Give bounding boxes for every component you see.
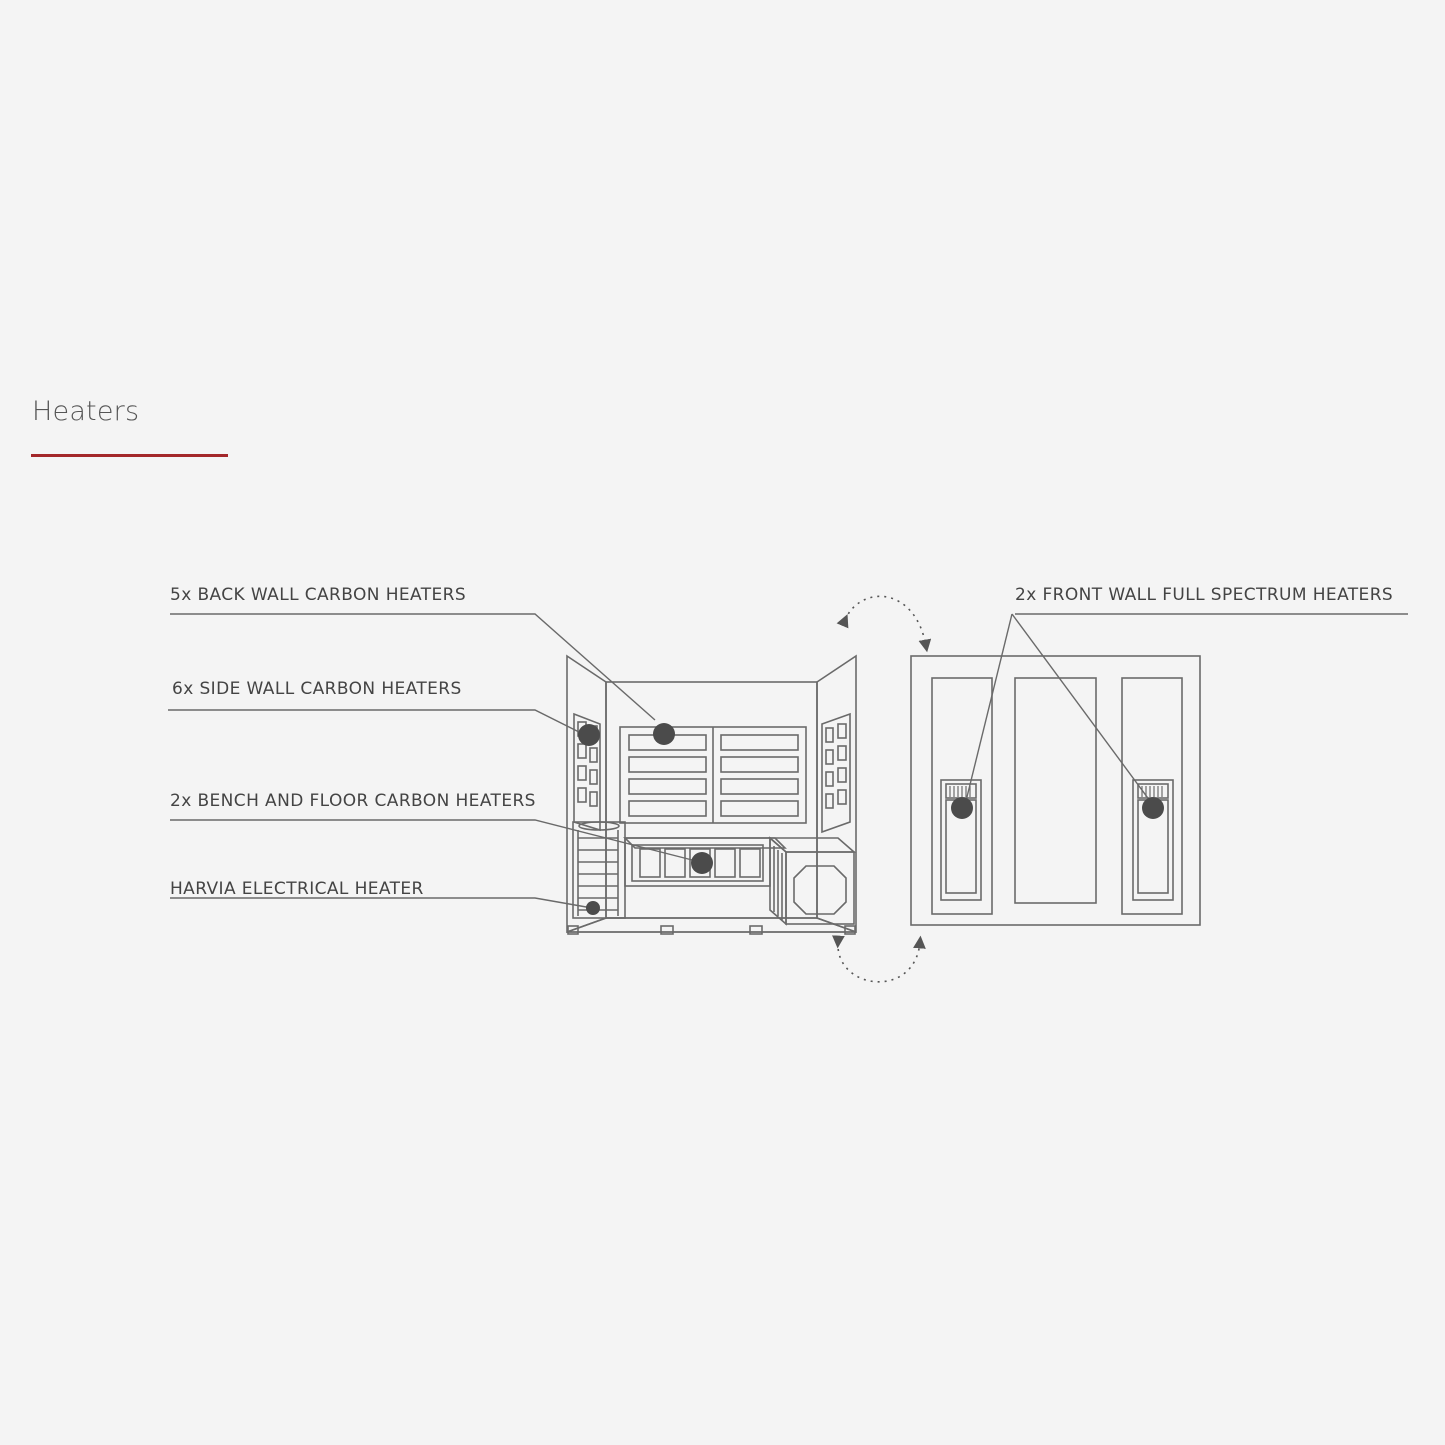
bench-top [625,838,785,848]
rotate-arrow-bottom [838,942,920,982]
marker-bench-floor [691,852,713,874]
marker-side-wall [578,724,600,746]
marker-front-left [951,797,973,819]
label-front-wall-heaters: 2x FRONT WALL FULL SPECTRUM HEATERS [1015,585,1394,605]
marker-back-wall [653,723,675,745]
section-title: Heaters [32,396,140,427]
label-bench-floor-heaters: 2x BENCH AND FLOOR CARBON HEATERS [170,791,536,811]
floor [567,918,856,932]
leader-electrical [170,898,592,908]
front-wall-view [911,656,1200,925]
leader-lines [168,614,1408,908]
leader-front-wall-left [965,614,1012,805]
leader-bench-floor [170,820,700,862]
marker-front-right [1142,797,1164,819]
label-electrical-heater: HARVIA ELECTRICAL HEATER [170,879,424,899]
step-vent [794,866,846,914]
label-back-wall-heaters: 5x BACK WALL CARBON HEATERS [170,585,467,605]
label-side-wall-heaters: 6x SIDE WALL CARBON HEATERS [172,679,462,699]
leader-side-wall [168,710,585,735]
sauna-cabin-open-view [567,656,856,934]
rotate-arrow-top [845,596,926,646]
marker-electrical [586,901,600,915]
leader-front-wall-right [1012,614,1153,805]
